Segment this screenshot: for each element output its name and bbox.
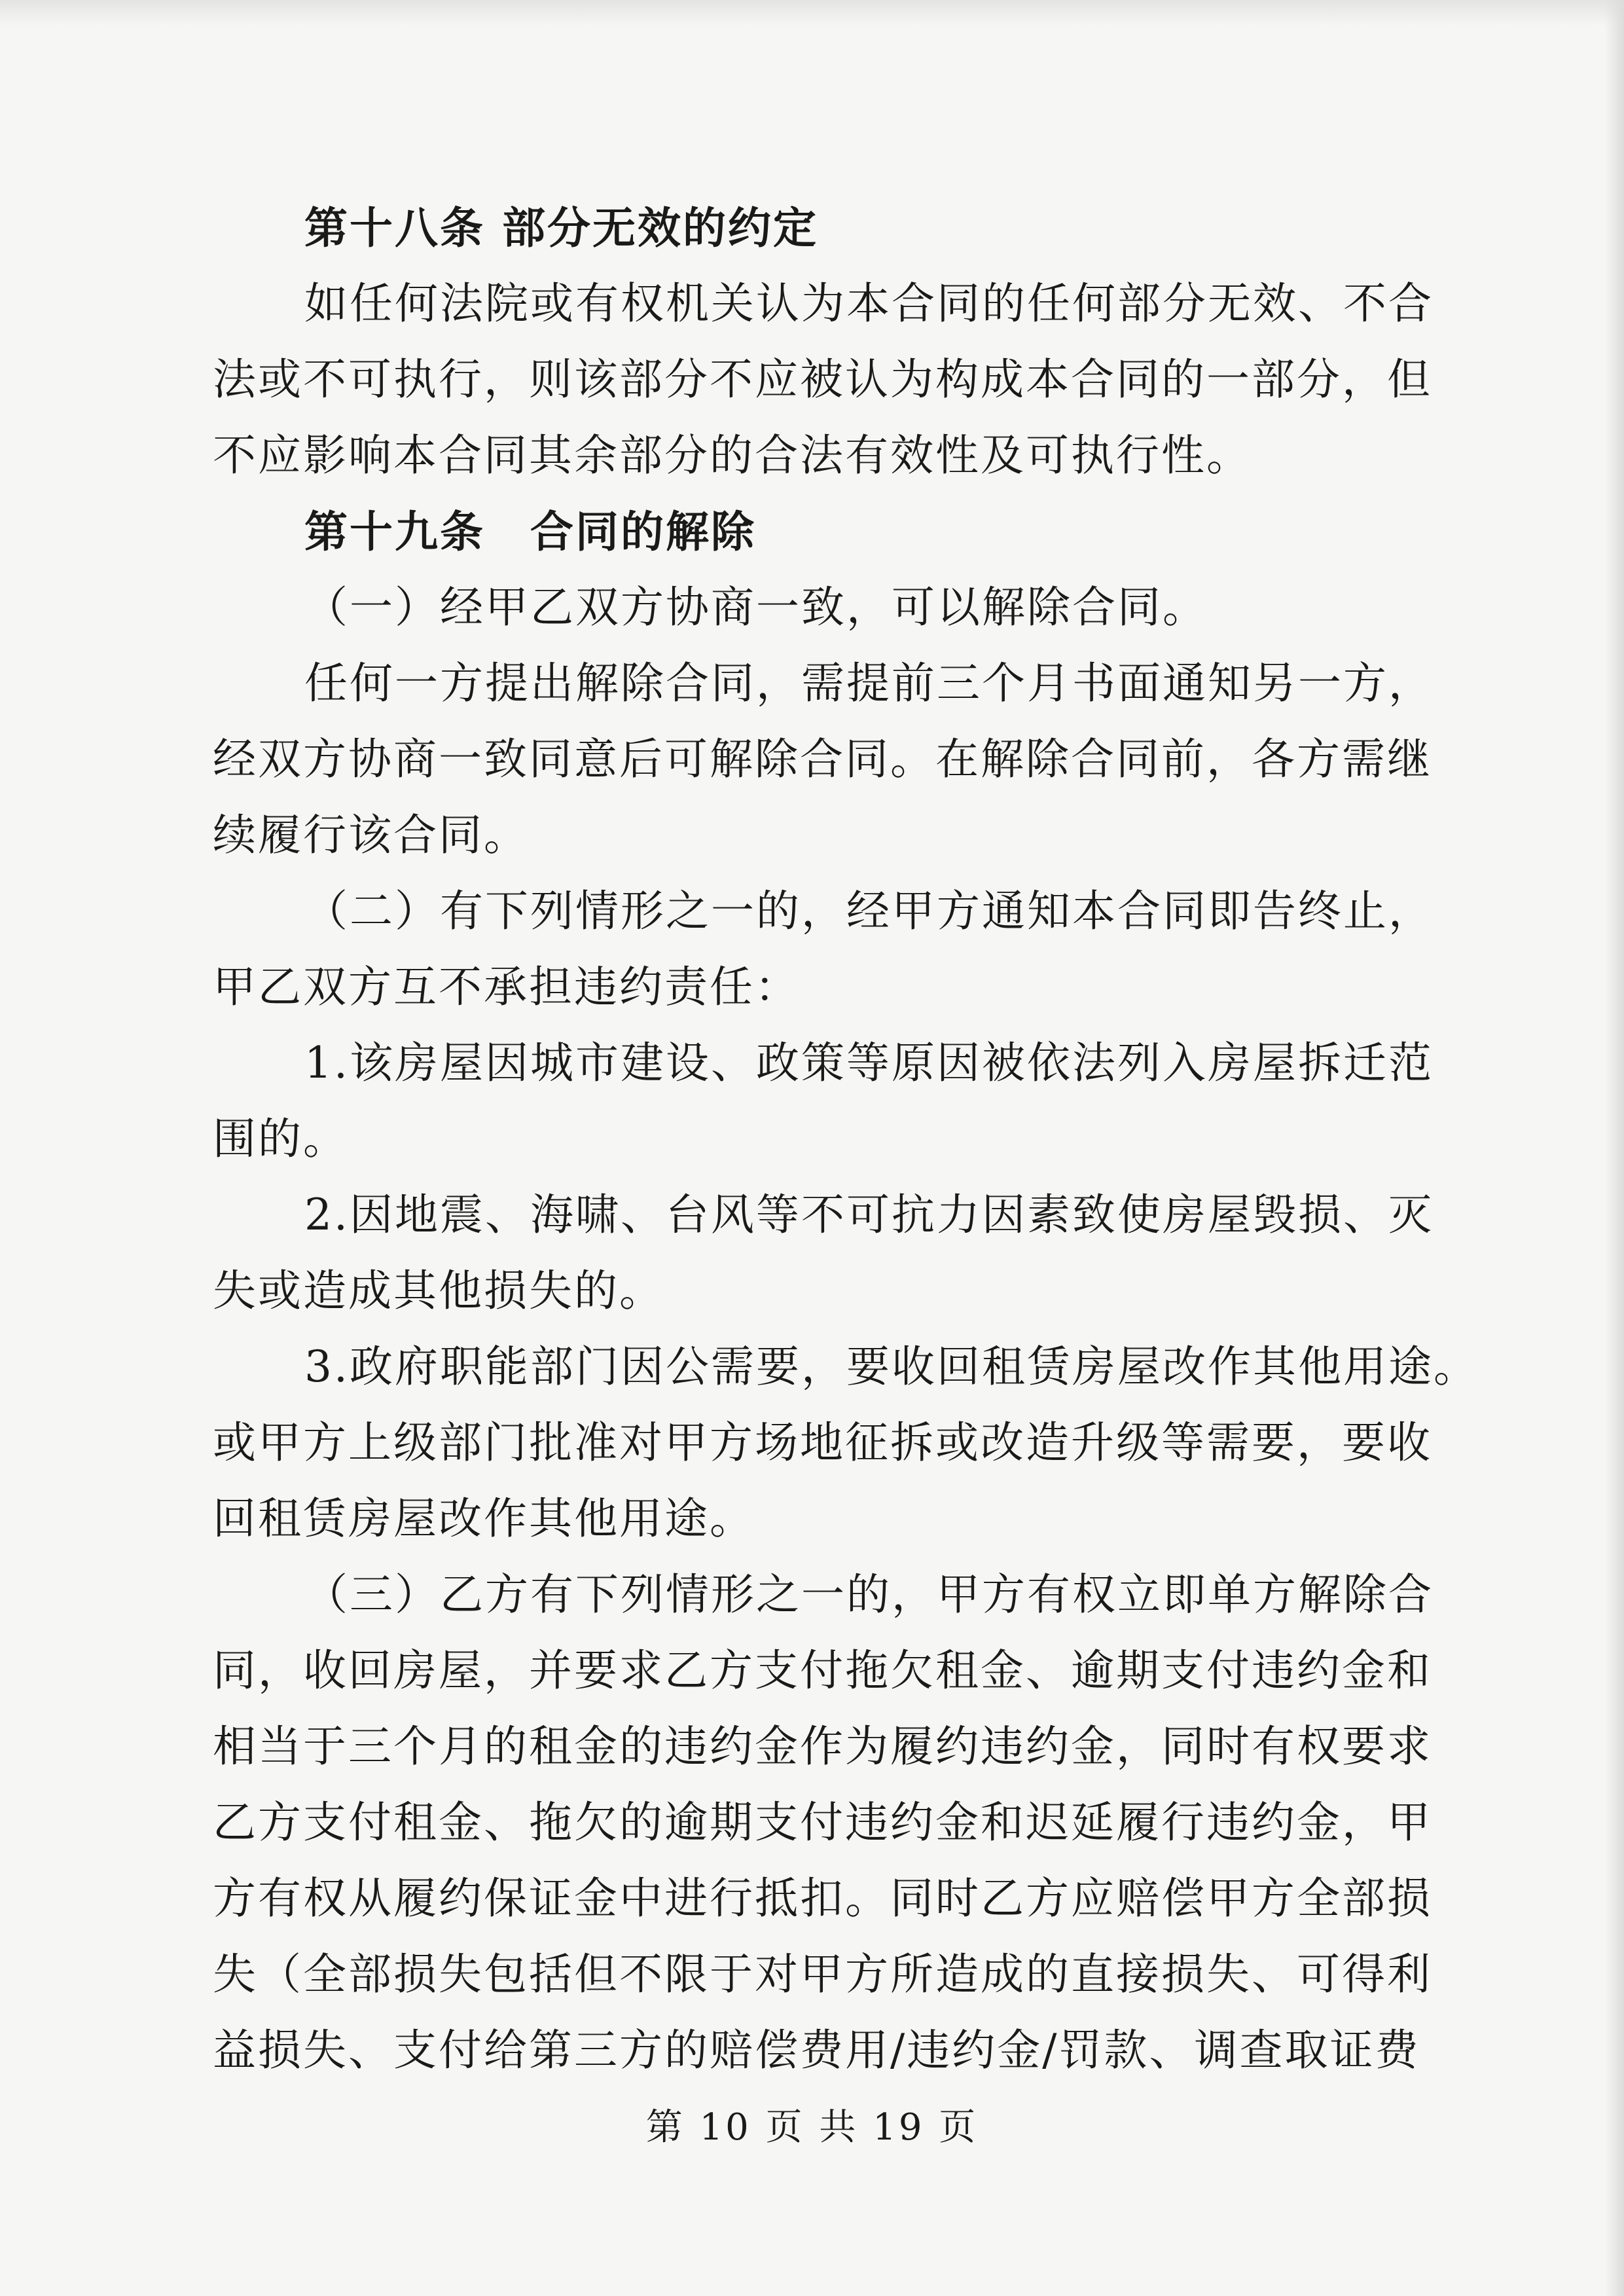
text-line: （三）乙方有下列情形之一的，甲方有权立即单方解除合 [304, 1569, 1434, 1620]
text-line: 同，收回房屋，并要求乙方支付拖欠租金、逾期支付违约金和 [213, 1645, 1432, 1696]
text-line: （二）有下列情形之一的，经甲方通知本合同即告终止， [304, 886, 1434, 936]
text-line: 如任何法院或有权机关认为本合同的任何部分无效、不合 [304, 278, 1434, 329]
text-line: 3.政府职能部门因公需要，要收回租赁房屋改作其他用途。 [304, 1341, 1479, 1392]
text-line: 失或造成其他损失的。 [213, 1266, 664, 1316]
text-line: 或甲方上级部门批准对甲方场地征拆或改造升级等需要，要收 [213, 1417, 1432, 1468]
text-line: 1.该房屋因城市建设、政策等原因被依法列入房屋拆迁范 [304, 1038, 1434, 1088]
text-line: 失（全部损失包括但不限于对甲方所造成的直接损失、可得利 [213, 1949, 1432, 1999]
scan-shadow-right [1604, 0, 1624, 2296]
text-line: 续履行该合同。 [213, 810, 529, 860]
scan-shadow-top [0, 0, 1624, 26]
text-line: 不应影响本合同其余部分的合法有效性及可执行性。 [213, 430, 1252, 481]
text-line: 法或不可执行，则该部分不应被认为构成本合同的一部分，但 [213, 354, 1432, 405]
text-line: 任何一方提出解除合同，需提前三个月书面通知另一方， [304, 658, 1434, 708]
contract-page-body [213, 190, 1479, 2088]
text-line: 相当于三个月的租金的违约金作为履约违约金，同时有权要求 [213, 1721, 1432, 1772]
text-line: （一）经甲乙双方协商一致，可以解除合同。 [304, 582, 1208, 632]
text-line: 回租赁房屋改作其他用途。 [213, 1493, 755, 1544]
text-line: 乙方支付租金、拖欠的逾期支付违约金和迟延履行违约金，甲 [213, 1797, 1432, 1848]
text-line: 经双方协商一致同意后可解除合同。在解除合同前，各方需继 [213, 734, 1432, 784]
text-line: 2.因地震、海啸、台风等不可抗力因素致使房屋毁损、灭 [304, 1190, 1434, 1240]
text-line: 甲乙双方互不承担违约责任： [213, 962, 800, 1012]
text-line: 益损失、支付给第三方的赔偿费用/违约金/罚款、调查取证费 [213, 2025, 1420, 2075]
article-heading: 第十八条 部分无效的约定 [304, 202, 818, 253]
text-line: 方有权从履约保证金中进行抵扣。同时乙方应赔偿甲方全部损 [213, 1873, 1432, 1923]
text-line: 围的。 [213, 1114, 348, 1164]
page-number-footer: 第 10 页 共 19 页 [645, 2106, 979, 2149]
article-heading: 第十九条 合同的解除 [304, 506, 756, 557]
